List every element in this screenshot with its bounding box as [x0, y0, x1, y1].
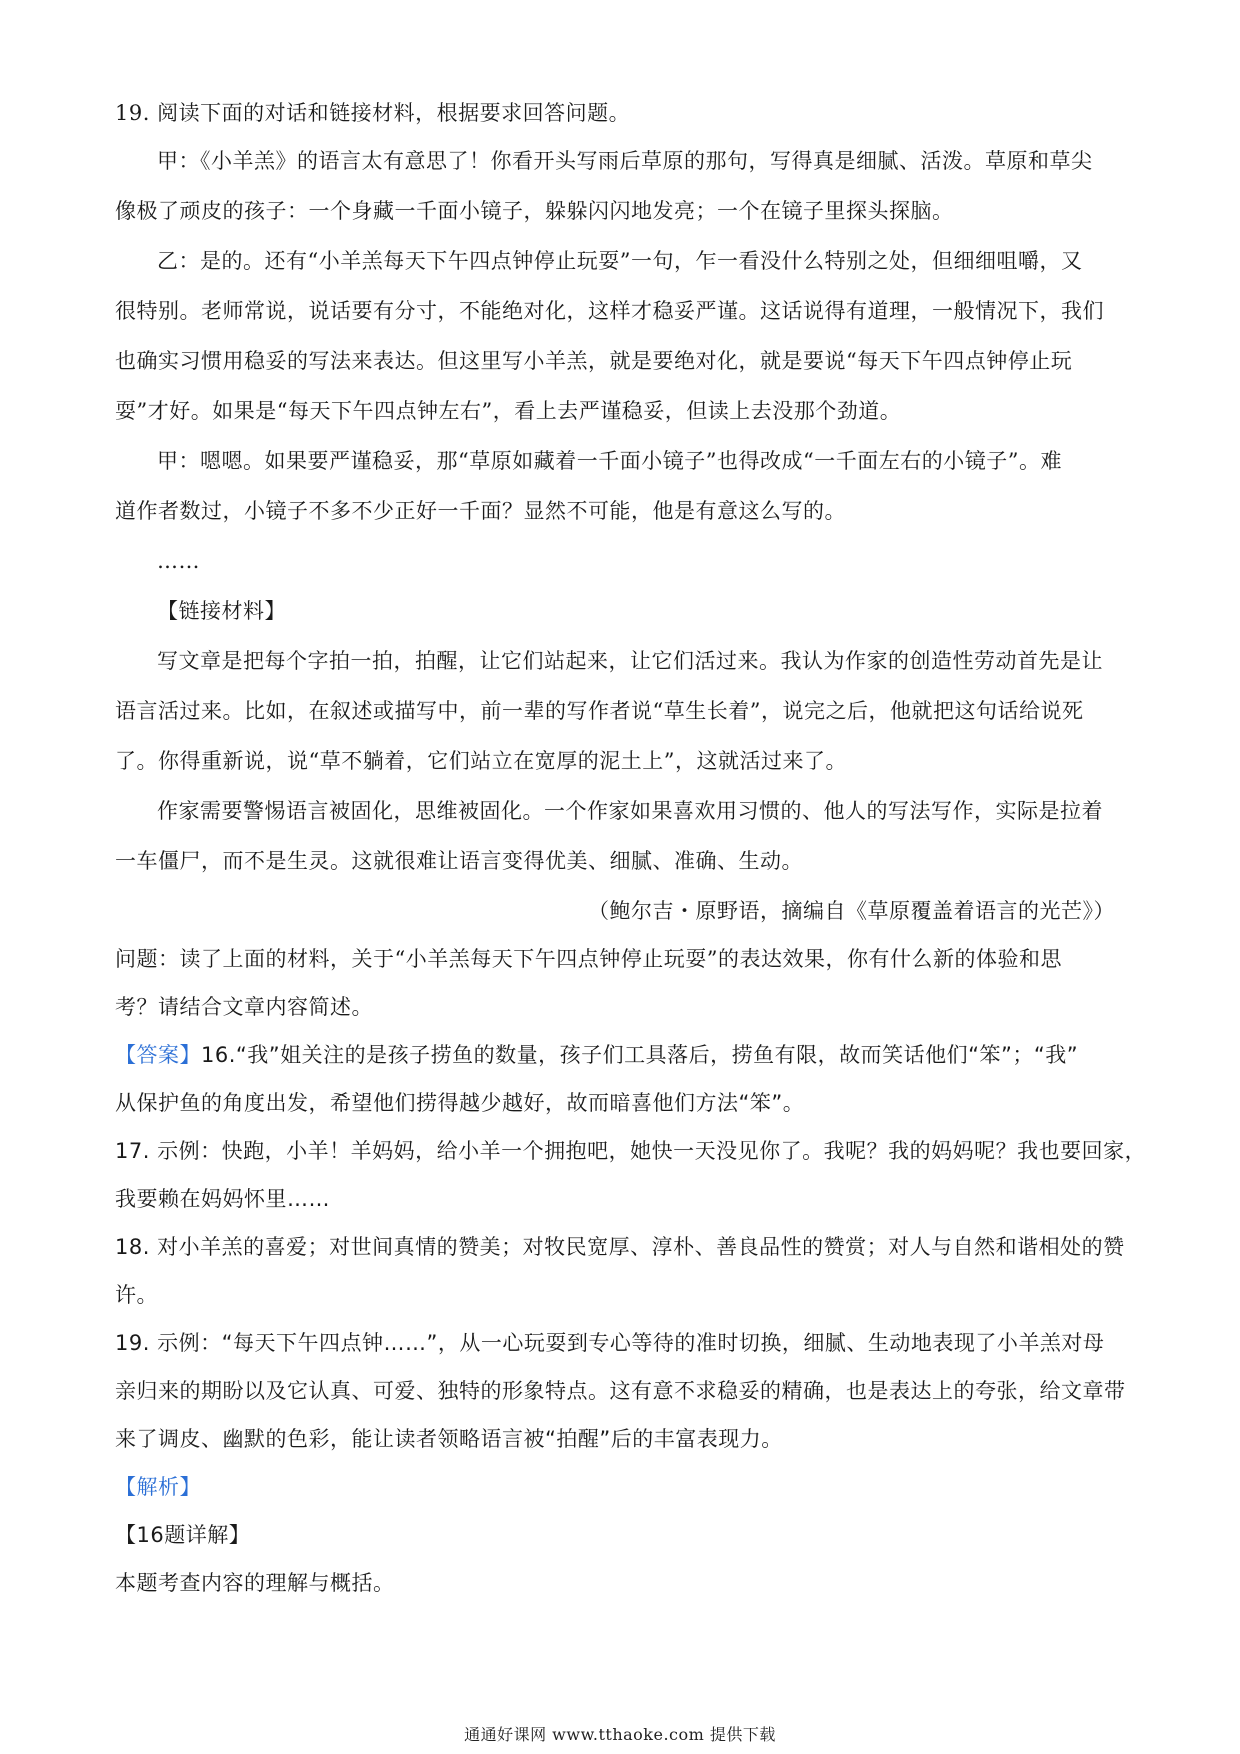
- link-material-line: 一车僵尸，而不是生灵。这就很难让语言变得优美、细腻、准确、生动。: [115, 849, 803, 873]
- link-material-line: 写文章是把每个字拍一拍，拍醒，让它们站起来，让它们活过来。我认为作家的创造性劳动首先是让: [157, 649, 1103, 673]
- dialogue-line: 甲：《小羊羔》的语言太有意思了！你看开头写雨后草原的那句，写得真是细腻、活泼。草原和草尖: [157, 149, 1093, 173]
- analysis-label: 【解析】: [115, 1475, 201, 1499]
- answer-q17-line: 我要赖在妈妈怀里……: [115, 1187, 330, 1211]
- link-material-line: 了。你得重新说，说“草不躺着，它们站立在宽厚的泥土上”，这就活过来了。: [115, 749, 847, 773]
- document-content: [115, 98, 1147, 1598]
- dialogue-line: 也确实习惯用稳妥的写法来表达。但这里写小羊羔，就是要绝对化，就是要说“每天下午四点钟停止玩: [115, 349, 1073, 373]
- dialogue-line: 甲：嗯嗯。如果要严谨稳妥，那“草原如藏着一千面小镜子”也得改成“一千面左右的小镜子”。难: [157, 449, 1062, 473]
- dialogue-line: 耍”才好。如果是“每天下午四点钟左右”，看上去严谨稳妥，但读上去没那个劲道。: [115, 399, 902, 423]
- dialogue-line: 像极了顽皮的孩子：一个身藏一千面小镜子，躲躲闪闪地发亮；一个在镜子里探头探脑。: [115, 199, 954, 223]
- answer-q19-line: 亲归来的期盼以及它认真、可爱、独特的形象特点。这有意不求稳妥的精确，也是表达上的夸张，给文章带: [115, 1379, 1126, 1403]
- link-material-line: 作家需要警惕语言被固化，思维被固化。一个作家如果喜欢用习惯的、他人的写法写作，实际是拉着: [157, 799, 1103, 823]
- link-material-line: 语言活过来。比如，在叙述或描写中，前一辈的写作者说“草生长着”，说完之后，他就把这句话给说死: [115, 699, 1084, 723]
- footer-download-note: 通通好课网 www.tthaoke.com 提供下载: [464, 1725, 776, 1744]
- analysis-heading: 【16题详解】: [115, 1523, 251, 1547]
- attribution: （鲍尔吉・原野语，摘编自《草原覆盖着语言的光芒》）: [588, 899, 1115, 923]
- answer-q19-line: 来了调皮、幽默的色彩，能让读者领略语言被“拍醒”后的丰富表现力。: [115, 1427, 783, 1451]
- question-prompt-line: 问题：读了上面的材料，关于“小羊羔每天下午四点钟停止玩耍”的表达效果，你有什么新的体验和思: [115, 947, 1062, 971]
- ellipsis: ……: [157, 549, 200, 573]
- answer-q16-text: 16.“我”姐关注的是孩子捞鱼的数量，孩子们工具落后，捞鱼有限，故而笑话他们“笨”；“我”: [201, 1043, 1079, 1067]
- analysis-text: 本题考查内容的理解与概括。: [115, 1571, 395, 1595]
- answer-q16-line: [115, 1040, 1125, 1070]
- answer-q18-line: 18. 对小羊羔的喜爱；对世间真情的赞美；对牧民宽厚、淳朴、善良品性的赞赏；对人与自然和谐相处的赞: [115, 1235, 1125, 1259]
- answer-label: 【答案】: [115, 1043, 201, 1067]
- answer-q19-line: 19. 示例：“每天下午四点钟……”，从一心玩耍到专心等待的准时切换，细腻、生动地表现了小羊羔对母: [115, 1331, 1105, 1355]
- answer-q16-line: 从保护鱼的角度出发，希望他们捞得越少越好，故而暗喜他们方法“笨”。: [115, 1091, 805, 1115]
- link-material-heading: 【链接材料】: [157, 599, 286, 623]
- question-prompt-line: 考？请结合文章内容简述。: [115, 995, 373, 1019]
- dialogue-line: 很特别。老师常说，说话要有分寸，不能绝对化，这样才稳妥严谨。这话说得有道理，一般情况下，我们: [115, 299, 1104, 323]
- dialogue-line: 道作者数过，小镜子不多不少正好一千面？显然不可能，他是有意这么写的。: [115, 499, 846, 523]
- dialogue-line: 乙：是的。还有“小羊羔每天下午四点钟停止玩耍”一句，乍一看没什么特别之处，但细细咀嚼，又: [157, 249, 1083, 273]
- answer-q17-line: 17. 示例：快跑，小羊！羊妈妈，给小羊一个拥抱吧，她快一天没见你了。我呢？我的妈妈呢？我也要回家，: [115, 1139, 1147, 1163]
- question-title: 19. 阅读下面的对话和链接材料，根据要求回答问题。: [115, 101, 631, 125]
- answer-q18-line: 许。: [115, 1283, 158, 1307]
